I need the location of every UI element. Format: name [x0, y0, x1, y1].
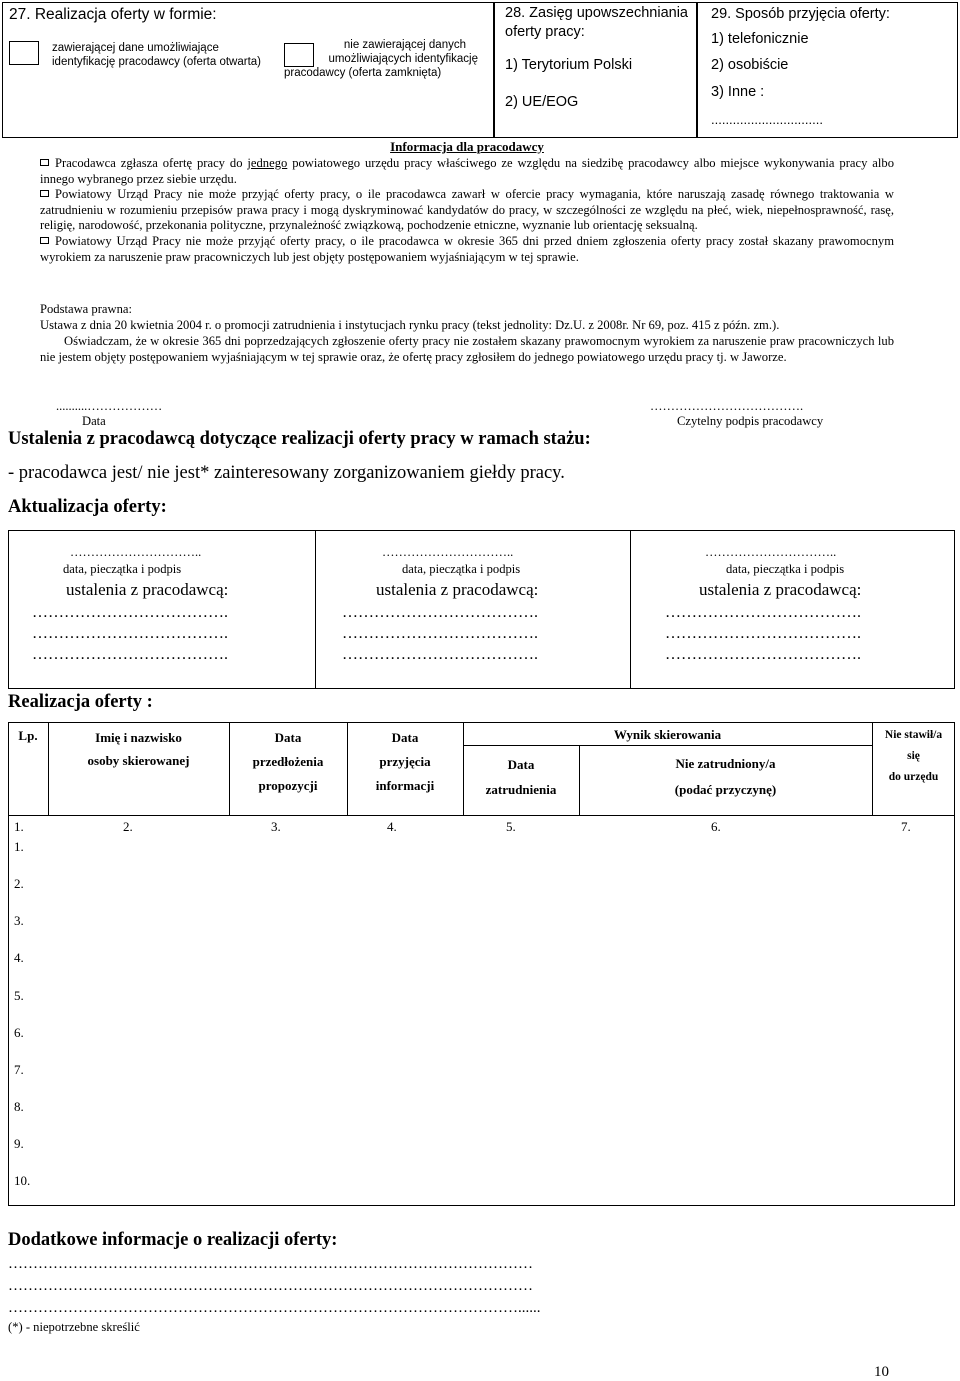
table-row: 1. [14, 839, 24, 854]
table-row: 9. [14, 1136, 24, 1151]
col-number: 4. [387, 819, 397, 834]
method-option-other[interactable]: 3) Inne : [711, 84, 765, 100]
col-number: 3. [271, 819, 281, 834]
update-col-2-label: data, pieczątka i podpis [402, 562, 521, 576]
date-dots: ..........……………… [56, 399, 163, 413]
legal-basis [40, 301, 894, 365]
col-proposal-date: Data przedłożenia propozycji [252, 730, 324, 793]
section-27-title: 27. Realizacja oferty w formie: [9, 6, 217, 23]
date-label: Data [82, 414, 106, 428]
info-paragraph-2: Powiatowy Urząd Pracy nie może przyjąć oferty pracy, o ile pracodawca zawarł w ofercie pracy wymagania, które naruszają zasadę równego traktowania w zatrudnieniu w rozumieniu przepisów prawa pracy i mogą dyskryminować kandydatów do pracy, w szczególności ze względu na płeć, wiek, niepełnosprawność, rasę, religię, narodowość, przekonania polityczne, przynależność związkową, pochodzenie etniczne, wyznanie lub orientację seksualną. [40, 187, 894, 233]
update-col-1-heading: ustalenia z pracodawcą: [66, 580, 229, 599]
additional-line-2: …………………………………………………………………………………………… [8, 1278, 533, 1294]
col-received-date: Data przyjęcia informacji [375, 730, 435, 793]
realization-heading: Realizacja oferty : [8, 692, 153, 712]
col-number: 1. [14, 819, 24, 834]
reach-option-eu[interactable]: 2) UE/EOG [505, 94, 579, 110]
table-row: 5. [14, 988, 24, 1003]
open-offer-checkbox[interactable] [9, 41, 39, 65]
employer-info [40, 139, 894, 265]
method-other-dots: ............................... [711, 112, 823, 127]
job-fair-line: - pracodawca jest/ nie jest* zainteresowany zorganizowaniem giełdy pracy. [8, 463, 565, 483]
update-col-3: ………………………….. data, pieczątka i podpis ustalenia z pracodawcą: ………………………………. ………………………………. ………………………………. [631, 545, 955, 664]
col-number: 5. [506, 819, 516, 834]
update-col-1: ………………………….. data, pieczątka i podpis ustalenia z pracodawcą: ………………………………. ………………………………. ………………………………. [8, 545, 315, 664]
table-row: 6. [14, 1025, 24, 1040]
update-col-3-label: data, pieczątka i podpis [726, 562, 845, 576]
section-29-title: 29. Sposób przyjęcia oferty: [711, 6, 890, 22]
closed-offer-label: nie zawierającej danych umożliwiających identyfikację pracodawcy (oferta zamknięta) [284, 39, 478, 79]
additional-line-3: …………………………………………………………………………………………...... [8, 1300, 541, 1316]
info-paragraph-1: Pracodawca zgłasza ofertę pracy do jednego powiatowego urzędu pracy właściwego ze względu na siedzibę pracodawcy albo miejsce wykonywania pracy albo innego wybranego przez siebie urzędu. [40, 156, 894, 186]
update-col-3-heading: ustalenia z pracodawcą: [699, 580, 862, 599]
col-number: 2. [123, 819, 133, 834]
footnote: (*) - niepotrzebne skreślić [8, 1320, 140, 1334]
method-option-personal[interactable]: 2) osobiście [711, 57, 789, 73]
col-number: 7. [901, 819, 911, 834]
col-lp: Lp. [18, 728, 38, 743]
square-bullet-icon [40, 190, 49, 197]
col-employment-date: Data zatrudnienia [485, 757, 557, 797]
col-name: Imię i nazwisko osoby skierowanej [87, 730, 190, 768]
update-col-2: ………………………….. data, pieczątka i podpis ustalenia z pracodawcą: ………………………………. ………………………………. ………………………………. [316, 545, 630, 664]
legal-basis-label: Podstawa prawna: [40, 302, 132, 316]
info-heading: Informacja dla pracodawcy [390, 139, 544, 154]
table-row: 10. [14, 1173, 31, 1188]
table-row: 3. [14, 913, 24, 928]
square-bullet-icon [40, 159, 49, 166]
table-row: 2. [14, 876, 24, 891]
method-option-phone[interactable]: 1) telefonicznie [711, 31, 809, 47]
col-no-show: Nie stawił/a się do urzędu [884, 729, 943, 783]
declaration-text: Oświadczam, że w okresie 365 dni poprzedzających zgłoszenie oferty pracy nie zostałem skazany prawomocnym wyrokiem za naruszenie praw pracowniczych lub nie jestem objęty postępowaniem wyjaśniającym w tej sprawie oraz, że ofertę pracy zgłosiłem do jednego powiatowego urzędu pracy tj. w Jaworze. [40, 334, 894, 364]
open-offer-label: zawierającej dane umożliwiające identyfikację pracodawcy (oferta otwarta) [52, 42, 262, 68]
table-row: 4. [14, 950, 24, 965]
additional-heading: Dodatkowe informacje o realizacji oferty: [8, 1230, 338, 1250]
update-col-2-heading: ustalenia z pracodawcą: [376, 580, 539, 599]
additional-line-1: …………………………………………………………………………………………… [8, 1256, 533, 1272]
internship-heading: Ustalenia z pracodawcą dotyczące realizacji oferty pracy w ramach stażu: [8, 429, 591, 449]
square-bullet-icon [40, 237, 49, 244]
update-heading: Aktualizacja oferty: [8, 497, 167, 517]
table-row: 8. [14, 1099, 24, 1114]
section-28-title: 28. Zasięg upowszechniania oferty pracy: [505, 5, 688, 40]
col-number: 6. [711, 819, 721, 834]
table-row: 7. [14, 1062, 24, 1077]
signature-label: Czytelny podpis pracodawcy [677, 414, 824, 428]
col-not-employed: Nie zatrudniony/a (podać przyczynę) [674, 756, 777, 797]
info-paragraph-3: Powiatowy Urząd Pracy nie może przyjąć oferty pracy, o ile pracodawca w okresie 365 dni przed dniem zgłoszenia oferty pracy został skazany prawomocnym wyrokiem za naruszenie praw pracowniczych lub jest objęty postępowaniem wyjaśniającym w tej sprawie. [40, 233, 894, 264]
page-number: 10 [874, 1364, 889, 1380]
reach-option-poland[interactable]: 1) Terytorium Polski [505, 57, 633, 73]
legal-basis-text: Ustawa z dnia 20 kwietnia 2004 r. o promocji zatrudnienia i instytucjach rynku pracy (tekst jednolity: Dz.U. z 2008r. Nr 69, poz. 415 z późn. zm.). [40, 318, 780, 332]
col-result: Wynik skierowania [613, 727, 722, 742]
signature-dots: ………………………………. [650, 399, 804, 413]
update-col-1-label: data, pieczątka i podpis [63, 562, 182, 576]
